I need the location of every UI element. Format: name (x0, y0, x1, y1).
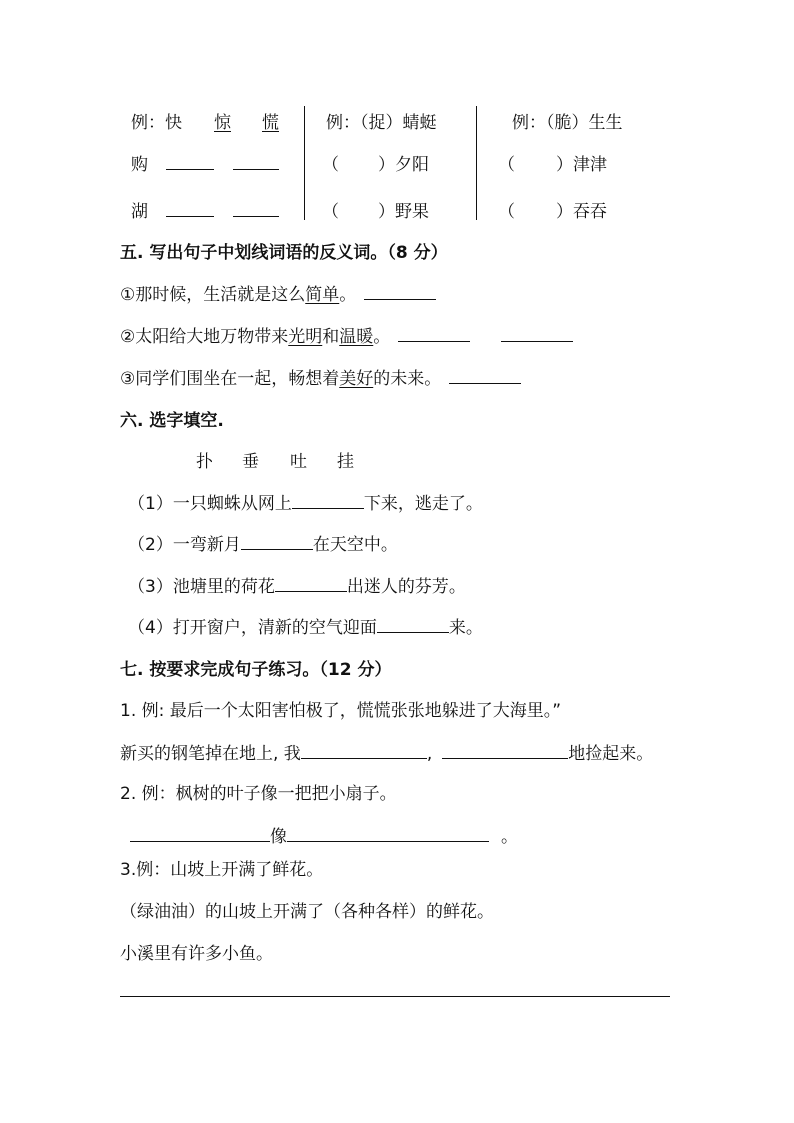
section7-example3: 3.例：山坡上开满了鲜花。 (120, 860, 324, 880)
col2-example: 例：（捉）蜻蜓 (326, 113, 437, 133)
task1-comma: , (426, 744, 433, 764)
section7-task3: 小溪里有许多小鱼。 (120, 944, 273, 964)
q1-text: ①那时候，生活就是这么 (120, 285, 306, 305)
section7-example3-sample: （绿油油）的山坡上开满了（各种各样）的鲜花。 (120, 902, 494, 922)
option-char-4: 挂 (337, 452, 354, 472)
q1-answer-blank[interactable] (364, 285, 436, 300)
col3-row2-close: ）吞吞 (556, 202, 607, 222)
section6-q4 (128, 613, 483, 638)
section7-example1: 1. 例: 最后一个太阳害怕极了，慌慌张张地躲进了大海里。” (120, 701, 562, 721)
section5-q1 (120, 280, 436, 305)
section7-example2: 2. 例：枫树的叶子像一把把小扇子。 (120, 784, 397, 804)
s6-q1-text: （1）一只蜘蛛从网上 (128, 494, 292, 514)
option-char-1: 扑 (196, 452, 213, 472)
option-char-2: 垂 (242, 452, 259, 472)
col3-example: 例：（脆）生生 (512, 113, 623, 133)
col1-row1-blank1[interactable] (166, 155, 214, 170)
q1-end: 。 (339, 285, 357, 305)
s6-q3-text: （3）池塘里的荷花 (128, 577, 275, 597)
column-divider-2 (476, 106, 477, 220)
s6-q1-end: 下来，逃走了。 (363, 494, 483, 514)
s6-q2-text: （2）一弯新月 (128, 535, 241, 555)
s6-q2-end: 在天空中。 (312, 535, 398, 555)
q3-text: ③同学们围坐在一起，畅想着 (120, 369, 340, 389)
col1-example-label: 例：快 (131, 113, 182, 133)
s6-q3-blank[interactable] (275, 577, 347, 592)
col1-example-word1: 惊 (214, 113, 231, 133)
section7-task1 (120, 739, 653, 764)
col2-row1-open: （ (322, 155, 339, 175)
section5-q2 (120, 322, 573, 347)
q3-answer-blank[interactable] (449, 369, 521, 384)
section6-q3 (128, 572, 466, 597)
task1-blank2[interactable] (442, 744, 568, 759)
col1-row1-blank2[interactable] (233, 155, 279, 170)
task1-blank1[interactable] (301, 744, 427, 759)
s6-q1-blank[interactable] (292, 494, 364, 509)
q2-and: 和 (322, 327, 340, 347)
q1-underlined-word: 简单 (305, 285, 340, 305)
task2-like: 像 (270, 827, 287, 847)
col2-row1-close: ）夕阳 (378, 155, 429, 175)
s6-q3-end: 出迷人的芬芳。 (346, 577, 466, 597)
q2-answer-blank1[interactable] (398, 327, 470, 342)
col1-example-word2: 慌 (262, 113, 279, 133)
task3-answer-line[interactable] (120, 982, 670, 997)
col1-row2-blank1[interactable] (166, 202, 214, 217)
section7-task2 (130, 822, 518, 847)
col2-row2-open: （ (322, 202, 339, 222)
task2-blank2[interactable] (287, 827, 489, 842)
col3-row1-open: （ (498, 155, 515, 175)
q2-answer-blank2[interactable] (501, 327, 573, 342)
col3-row2-open: （ (498, 202, 515, 222)
q3-end: 的未来。 (373, 369, 442, 389)
col1-row2-char: 湖 (131, 202, 148, 222)
s6-q4-blank[interactable] (377, 618, 449, 633)
s6-q4-end: 来。 (448, 618, 483, 638)
s6-q2-blank[interactable] (241, 535, 313, 550)
s6-q4-text: （4）打开窗户，清新的空气迎面 (128, 618, 377, 638)
section5-q3 (120, 364, 521, 389)
q2-underlined-word1: 光明 (288, 327, 323, 347)
q2-underlined-word2: 温暖 (339, 327, 374, 347)
col1-row2-blank2[interactable] (233, 202, 279, 217)
task1-end: 地捡起来。 (568, 744, 654, 764)
section5-heading: 五. 写出句子中划线词语的反义词。（8 分） (120, 243, 448, 263)
section7-heading: 七. 按要求完成句子练习。（12 分） (120, 660, 392, 680)
col3-row1-close: ）津津 (556, 155, 607, 175)
q2-end: 。 (373, 327, 391, 347)
q2-text: ②太阳给大地万物带来 (120, 327, 289, 347)
q3-underlined-word: 美好 (339, 369, 374, 389)
section6-heading: 六. 选字填空. (120, 411, 224, 431)
column-divider-1 (304, 106, 305, 220)
task2-end: 。 (501, 827, 518, 847)
col2-row2-close: ）野果 (378, 202, 429, 222)
option-char-3: 吐 (290, 452, 307, 472)
section6-q2 (128, 530, 398, 555)
section6-q1 (128, 489, 483, 514)
task2-blank1[interactable] (130, 827, 270, 842)
task1-text: 新买的钢笔掉在地上, 我 (120, 744, 301, 764)
col1-row1-char: 购 (131, 155, 148, 175)
